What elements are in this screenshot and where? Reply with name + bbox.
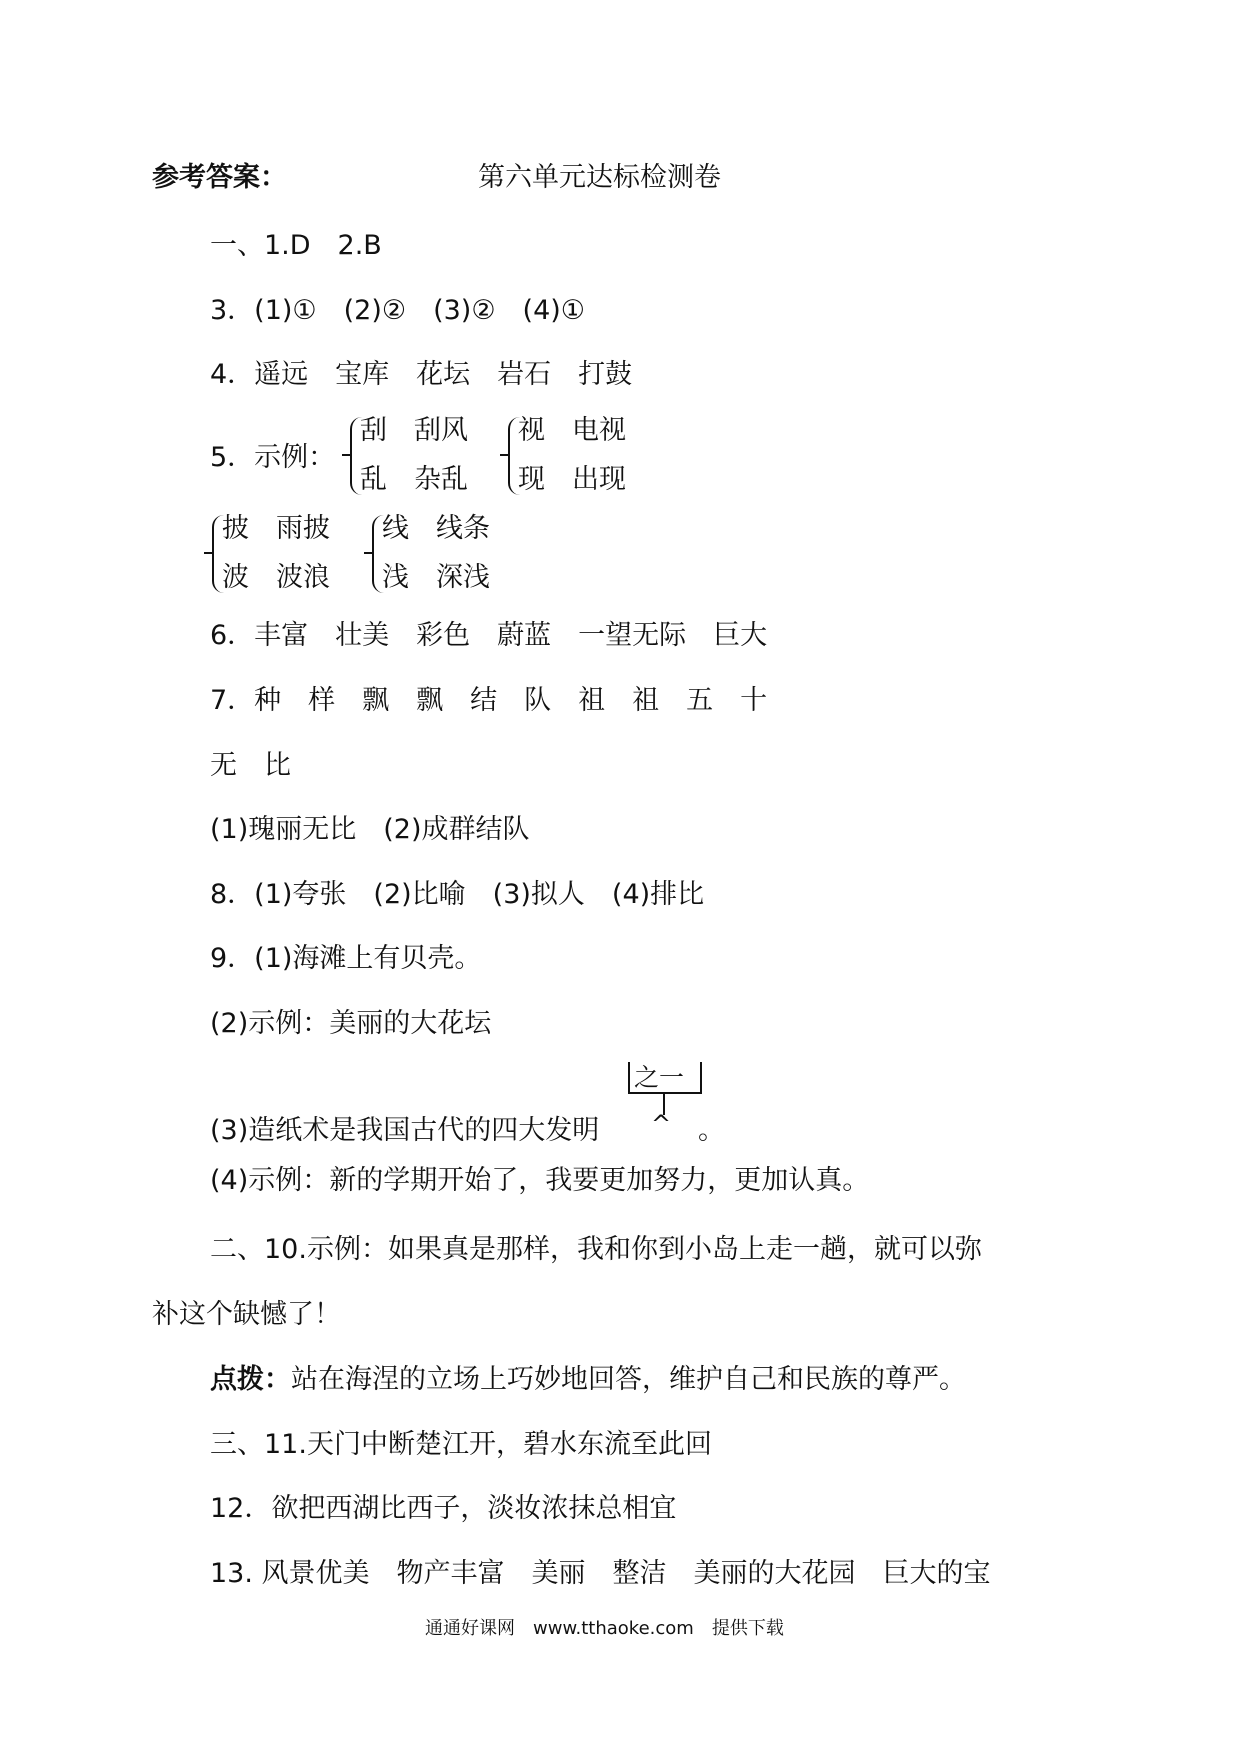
- answer-6: 6．丰富 壮美 彩色 蔚蓝 一望无际 巨大: [210, 620, 768, 651]
- answer-5-pair4-bottom: 浅 深浅: [382, 562, 490, 593]
- answer-5-pair1-bottom: 乱 杂乱: [360, 464, 468, 495]
- answer-9-4: (4)示例：新的学期开始了，我要更加努力，更加认真。: [210, 1165, 870, 1196]
- answer-9-3-end: 。: [698, 1115, 725, 1146]
- hint-text: 站在海涅的立场上巧妙地回答，维护自己和民族的尊严。: [291, 1364, 966, 1395]
- answer-9-2: (2)示例：美丽的大花坛: [210, 1008, 492, 1039]
- answer-5-pair4-top: 线 线条: [382, 513, 490, 544]
- answer-10-line1: 二、10.示例：如果真是那样，我和你到小岛上走一趟，就可以弥: [210, 1234, 982, 1265]
- answer-9-3: (3)造纸术是我国古代的四大发明: [210, 1115, 600, 1146]
- answer-9-1: 9．(1)海滩上有贝壳。: [210, 943, 482, 974]
- answer-8: 8．(1)夸张 (2)比喻 (3)拟人 (4)排比: [210, 879, 705, 910]
- answer-1-2: 一、1.D 2.B: [210, 230, 382, 261]
- footer-credit: 通通好课网 www.tthaoke.com 提供下载: [425, 1618, 784, 1639]
- answer-13: 13. 风景优美 物产丰富 美丽 整洁 美丽的大花园 巨大的宝: [210, 1558, 991, 1589]
- insertion-text: 之一: [634, 1063, 685, 1092]
- insertion-caret-icon: ^: [651, 1110, 672, 1138]
- answer-key-label: 参考答案：: [152, 162, 287, 193]
- hint-line: [210, 1362, 966, 1398]
- answer-7-line3: (1)瑰丽无比 (2)成群结队: [210, 814, 530, 845]
- answer-7-line2: 无 比: [210, 750, 291, 781]
- answer-5-prefix: 5．示例：: [210, 442, 336, 473]
- answer-5-pair1-top: 刮 刮风: [360, 415, 468, 446]
- answer-10-line2: 补这个缺憾了！: [152, 1299, 341, 1330]
- answer-5-pair2-top: 视 电视: [518, 415, 626, 446]
- answer-5-pair3-top: 披 雨披: [222, 513, 330, 544]
- hint-label: 点拨：: [210, 1364, 291, 1395]
- answer-7-line1: 7．种 样 飘 飘 结 队 祖 祖 五 十: [210, 685, 768, 716]
- answer-3: 3．(1)① (2)② (3)② (4)①: [210, 295, 585, 326]
- answer-11: 三、11.天门中断楚江开，碧水东流至此回: [210, 1429, 712, 1460]
- answer-5-pair2-bottom: 现 出现: [518, 464, 626, 495]
- page-title: 第六单元达标检测卷: [478, 162, 721, 193]
- answer-5-pair3-bottom: 波 波浪: [222, 562, 330, 593]
- answer-4: 4．遥远 宝库 花坛 岩石 打鼓: [210, 359, 633, 390]
- answer-12: 12．欲把西湖比西子，淡妆浓抹总相宜: [210, 1493, 677, 1524]
